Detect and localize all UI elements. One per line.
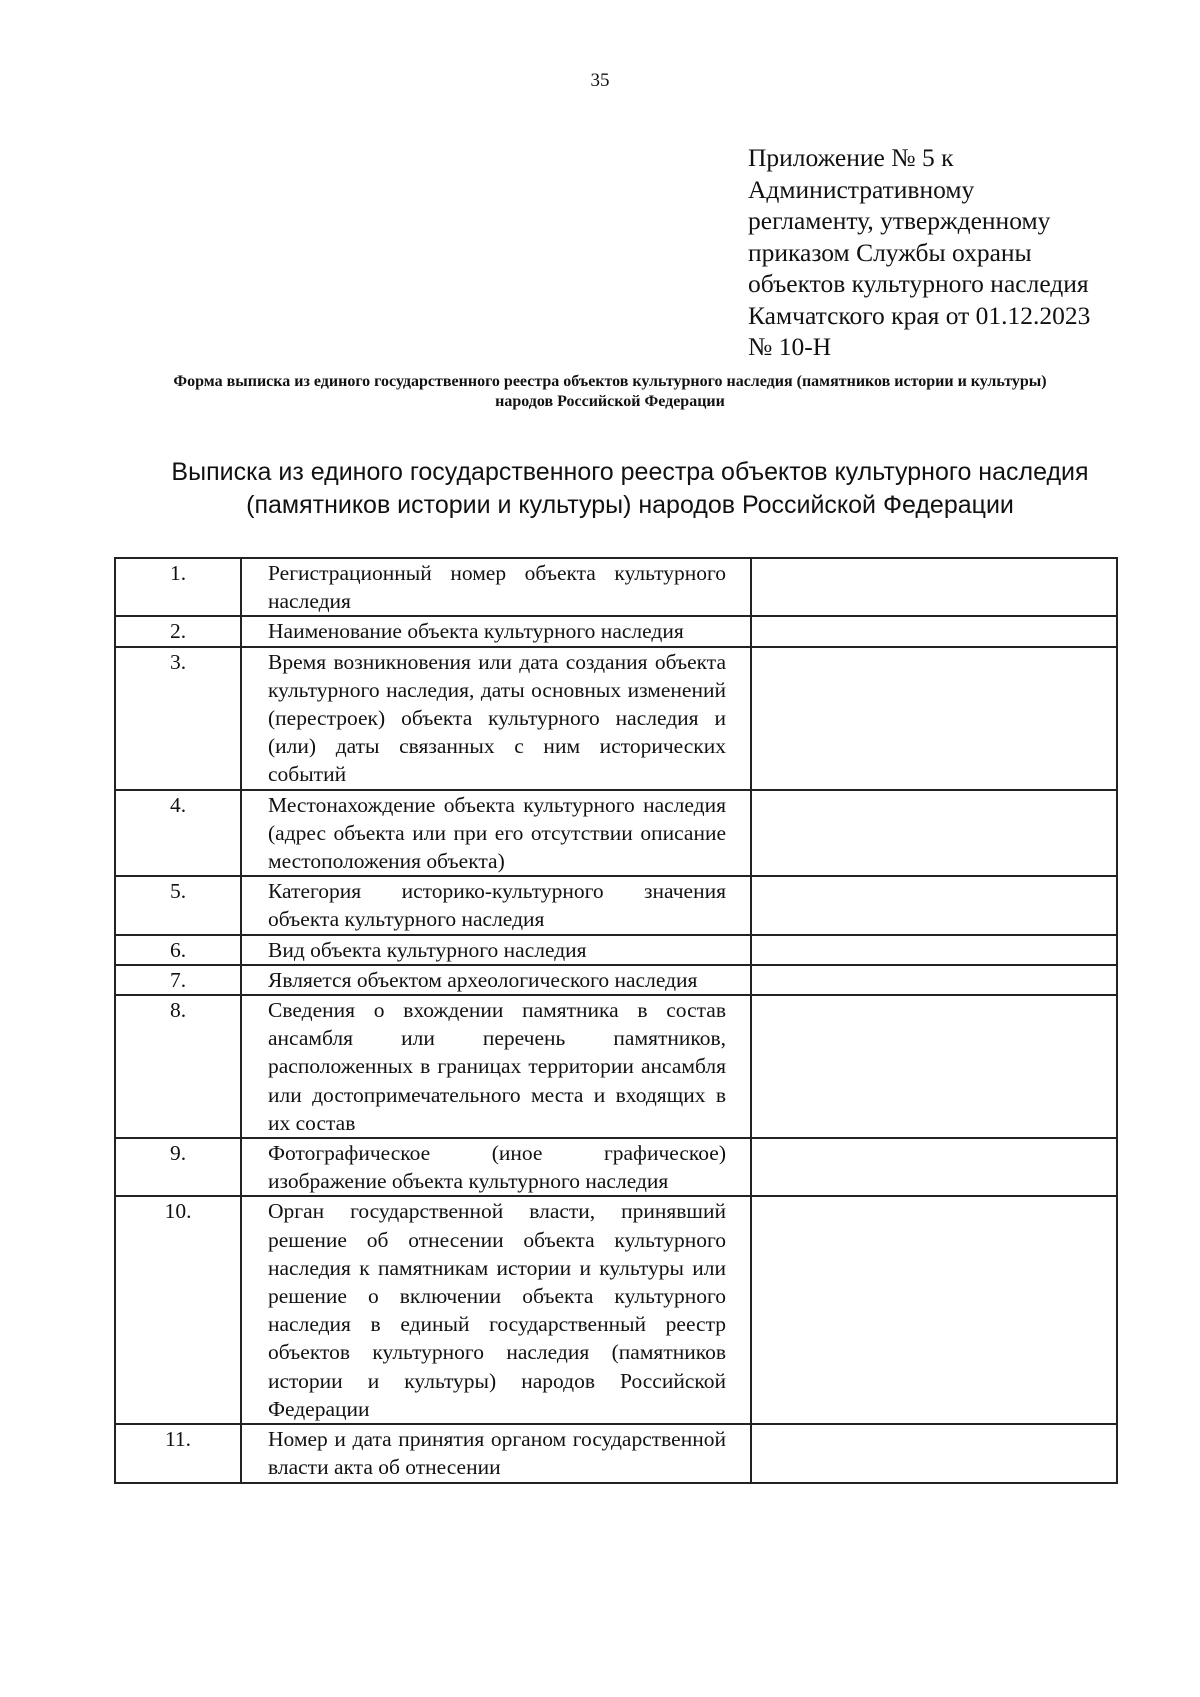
row-number: 11.	[115, 1424, 241, 1482]
row-value-cell[interactable]	[751, 1196, 1117, 1424]
row-number: 4.	[115, 790, 241, 877]
row-description: Время возникновения или дата создания объекта культурного наследия, даты основных изменений (перестроек) объекта культурного наследия и (или) даты связанных с ним исторических событий	[241, 647, 751, 790]
row-description: Является объектом археологического наследия	[241, 965, 751, 995]
document-title-line: (памятников истории и культуры) народов Российской Федерации	[246, 491, 1014, 519]
page-number: 35	[590, 70, 610, 91]
row-number: 10.	[115, 1196, 241, 1424]
form-caption: Форма выписка из единого государственного реестра объектов культурного наследия (памятников истории и культуры) народов Российской Федерации	[173, 373, 1047, 410]
row-value-cell[interactable]	[751, 558, 1117, 616]
table-row	[115, 1196, 1117, 1424]
appendix-line: объектов культурного наследия	[748, 269, 1089, 298]
table-row	[115, 1424, 1117, 1482]
row-description: Фотографическое (иное графическое) изображение объекта культурного наследия	[241, 1138, 751, 1196]
row-number: 9.	[115, 1138, 241, 1196]
row-value-cell[interactable]	[751, 935, 1117, 965]
row-description: Местонахождение объекта культурного наследия (адрес объекта или при его отсутствии описание местоположения объекта)	[241, 790, 751, 877]
row-description: Вид объекта культурного наследия	[241, 935, 751, 965]
row-value-cell[interactable]	[751, 1138, 1117, 1196]
appendix-line: Камчатского края от 01.12.2023	[748, 300, 1091, 330]
row-value-cell[interactable]	[751, 876, 1117, 934]
row-description: Орган государственной власти, принявший решение об отнесении объекта культурного наследия к памятникам истории и культуры или решение о включении объекта культурного наследия в единый государственный реестр объектов культурного наследия (памятников истории и культуры) народов Российской Федерации	[241, 1196, 751, 1424]
row-number: 2.	[115, 616, 241, 646]
appendix-line: Административному	[748, 174, 975, 204]
row-description: Регистрационный номер объекта культурного наследия	[241, 558, 751, 616]
row-number: 7.	[115, 965, 241, 995]
row-number: 6.	[115, 935, 241, 965]
row-number: 1.	[115, 558, 241, 616]
appendix-line: Приложение № 5 к	[748, 143, 954, 172]
row-description: Сведения о вхождении памятника в состав ансамбля или перечень памятников, расположенных в границах территории ансамбля или достопримечательного места и входящих в их состав	[241, 995, 751, 1138]
table-row	[115, 558, 1117, 616]
register-extract-table	[114, 557, 1118, 1484]
row-description: Наименование объекта культурного наследия	[241, 616, 751, 646]
row-number: 5.	[115, 876, 241, 934]
row-number: 8.	[115, 995, 241, 1138]
table-row	[115, 965, 1117, 995]
row-description: Номер и дата принятия органом государственной власти акта об отнесении	[241, 1424, 751, 1482]
document-title	[80, 456, 1180, 522]
appendix-line: приказом Службы охраны	[748, 237, 1032, 267]
table-row	[115, 876, 1117, 934]
row-number: 3.	[115, 647, 241, 790]
table-row	[115, 1138, 1117, 1196]
table-row	[115, 616, 1117, 646]
row-value-cell[interactable]	[751, 616, 1117, 646]
appendix-line: регламенту, утвержденному	[748, 206, 1051, 235]
table-row	[115, 647, 1117, 790]
row-value-cell[interactable]	[751, 1424, 1117, 1482]
row-value-cell[interactable]	[751, 995, 1117, 1138]
appendix-line: № 10-Н	[748, 332, 832, 361]
document-title-line: Выписка из единого государственного реестра объектов культурного наследия	[171, 458, 1089, 486]
appendix-reference	[748, 142, 1168, 363]
table-row	[115, 935, 1117, 965]
row-value-cell[interactable]	[751, 790, 1117, 877]
row-value-cell[interactable]	[751, 965, 1117, 995]
table-row	[115, 995, 1117, 1138]
row-value-cell[interactable]	[751, 647, 1117, 790]
row-description: Категория историко-культурного значения объекта культурного наследия	[241, 876, 751, 934]
table-row	[115, 790, 1117, 877]
